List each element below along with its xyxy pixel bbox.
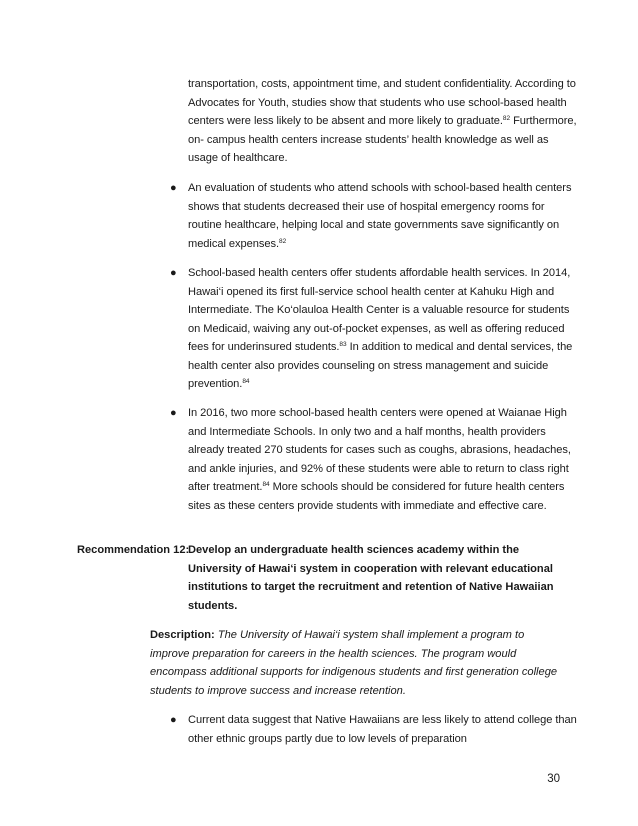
bullet-paragraph-2: [188, 264, 578, 394]
bullet-paragraph-3: [188, 404, 578, 515]
continuation-paragraph: [188, 75, 578, 168]
bullet-paragraph-4: Current data suggest that Native Hawaiians are less likely to attend college than other ethnic groups partly due to low levels of preparation: [188, 714, 577, 745]
continuation-text-2: Furthermore, on- campus health centers increase students’ health knowledge as well as usage of healthcare.: [188, 115, 577, 164]
page-number: 30: [547, 773, 560, 785]
description-text: The University of Hawai‘i system shall implement a program to improve preparation for careers in the health sciences. The program would encompass additional supports for indigenous students and first generation college students to improve success and increase retention.: [150, 629, 558, 697]
bullet-3-text-2: More schools should be considered for future health centers sites as these centers provide students with immediate and effective care.: [188, 481, 565, 512]
recommendation-label: Recommendation 12:: [77, 544, 190, 556]
description-paragraph: [150, 626, 560, 700]
bullet-icon: ●: [170, 267, 177, 279]
bullet-2-text-2: In addition to medical and dental services, the health center also provides counseling on stress management and suicide prevention.: [188, 341, 573, 390]
footnote-ref: 83: [339, 341, 347, 348]
bullet-icon: ●: [170, 714, 177, 726]
bullet-icon: ●: [170, 407, 177, 419]
bullet-icon: ●: [170, 182, 177, 194]
bullet-1-text: An evaluation of students who attend schools with school-based health centers shows that students decreased their use of hospital emergency rooms for routine healthcare, helping local and state governments save significantly on medical expenses.: [188, 182, 572, 250]
footnote-ref: 82: [502, 115, 511, 122]
bullet-paragraph-1: [188, 179, 578, 253]
bullet-3-text: In 2016, two more school-based health centers were opened at Waianae High and Intermediate Schools. In only two and a half months, health providers already treated 270 students for cases such as coughs, abrasions, headaches, and ankle injuries, and 92% of these students were able to return to class right after treatment.: [188, 407, 571, 493]
footnote-ref: 82: [279, 237, 287, 245]
footnote-ref: 84: [262, 481, 270, 488]
recommendation-text: Develop an undergraduate health sciences academy within the University of Hawai‘i system in cooperation with relevant educational institutions to target the recruitment and retention of Native Hawaiian students.: [188, 544, 554, 612]
description-label: Description:: [150, 629, 215, 641]
bullet-2-text: School-based health centers offer students affordable health services. In 2014, Hawai‘i opened its first full-service school health center at Kahuku High and Intermediate. The Ko‘olauloa Health Center is a valuable resource for students on Medicaid, waiving any out-of-pocket expenses, as well as offering reduced fees for underinsured students.: [188, 267, 571, 353]
continuation-text: transportation, costs, appointment time, and student confidentiality. According to Advocates for Youth, studies show that students who use school-based health centers were less likely to be absent and more likely to graduate.: [188, 78, 576, 127]
footnote-ref: 84: [242, 378, 250, 385]
